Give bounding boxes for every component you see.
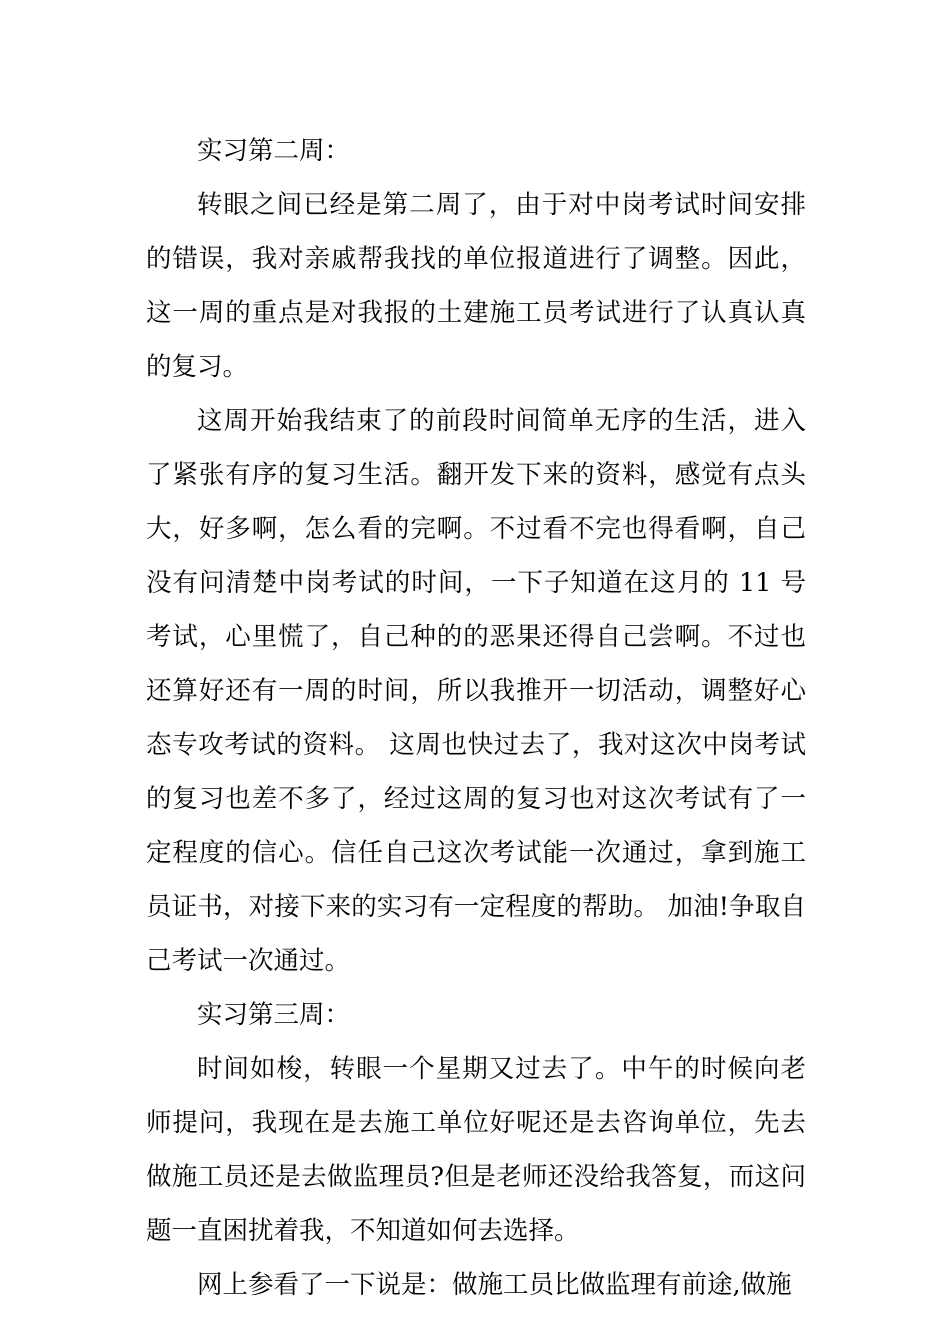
paragraph-week-two-intro: 转眼之间已经是第二周了，由于对中岗考试时间安排的错误，我对亲戚帮我找的单位报道进行了调整。因此，这一周的重点是对我报的土建施工员考试进行了认真认真的复习。 <box>146 190 806 382</box>
document-body <box>146 124 806 1312</box>
heading-week-three: 实习第三周： <box>197 1000 351 1030</box>
paragraph-week-three-question: 时间如梭，转眼一个星期又过去了。中午的时候向老师提问，我现在是去施工单位好呢还是去咨询单位，先去做施工员还是去做监理员?但是老师还没给我答复，而这问题一直困扰着我，不知道如何去选择。 <box>146 1054 806 1246</box>
paragraph-week-two-review: 这周开始我结束了的前段时间简单无序的生活，进入了紧张有序的复习生活。翻开发下来的资料，感觉有点头大，好多啊，怎么看的完啊。不过看不完也得看啊，自己没有问清楚中岗考试的时间，一下子知道在这月的 11 号考试，心里慌了，自己种的的恶果还得自己尝啊。不过也还算好还有一周的时间，所以我推开一切活动，调整好心态专攻考试的资料。 这周也快过去了，我对这次中岗考试的复习也差不多了，经过这周的复习也对这次考试有了一定程度的信心。信任自己这次考试能一次通过，拿到施工员证书，对接下来的实习有一定程度的帮助。 加油!争取自己考试一次通过。 <box>146 406 806 976</box>
paragraph-week-three-online: 网上参看了一下说是：做施工员比做监理有前途,做施 <box>197 1270 792 1300</box>
heading-week-two: 实习第二周： <box>197 136 351 166</box>
